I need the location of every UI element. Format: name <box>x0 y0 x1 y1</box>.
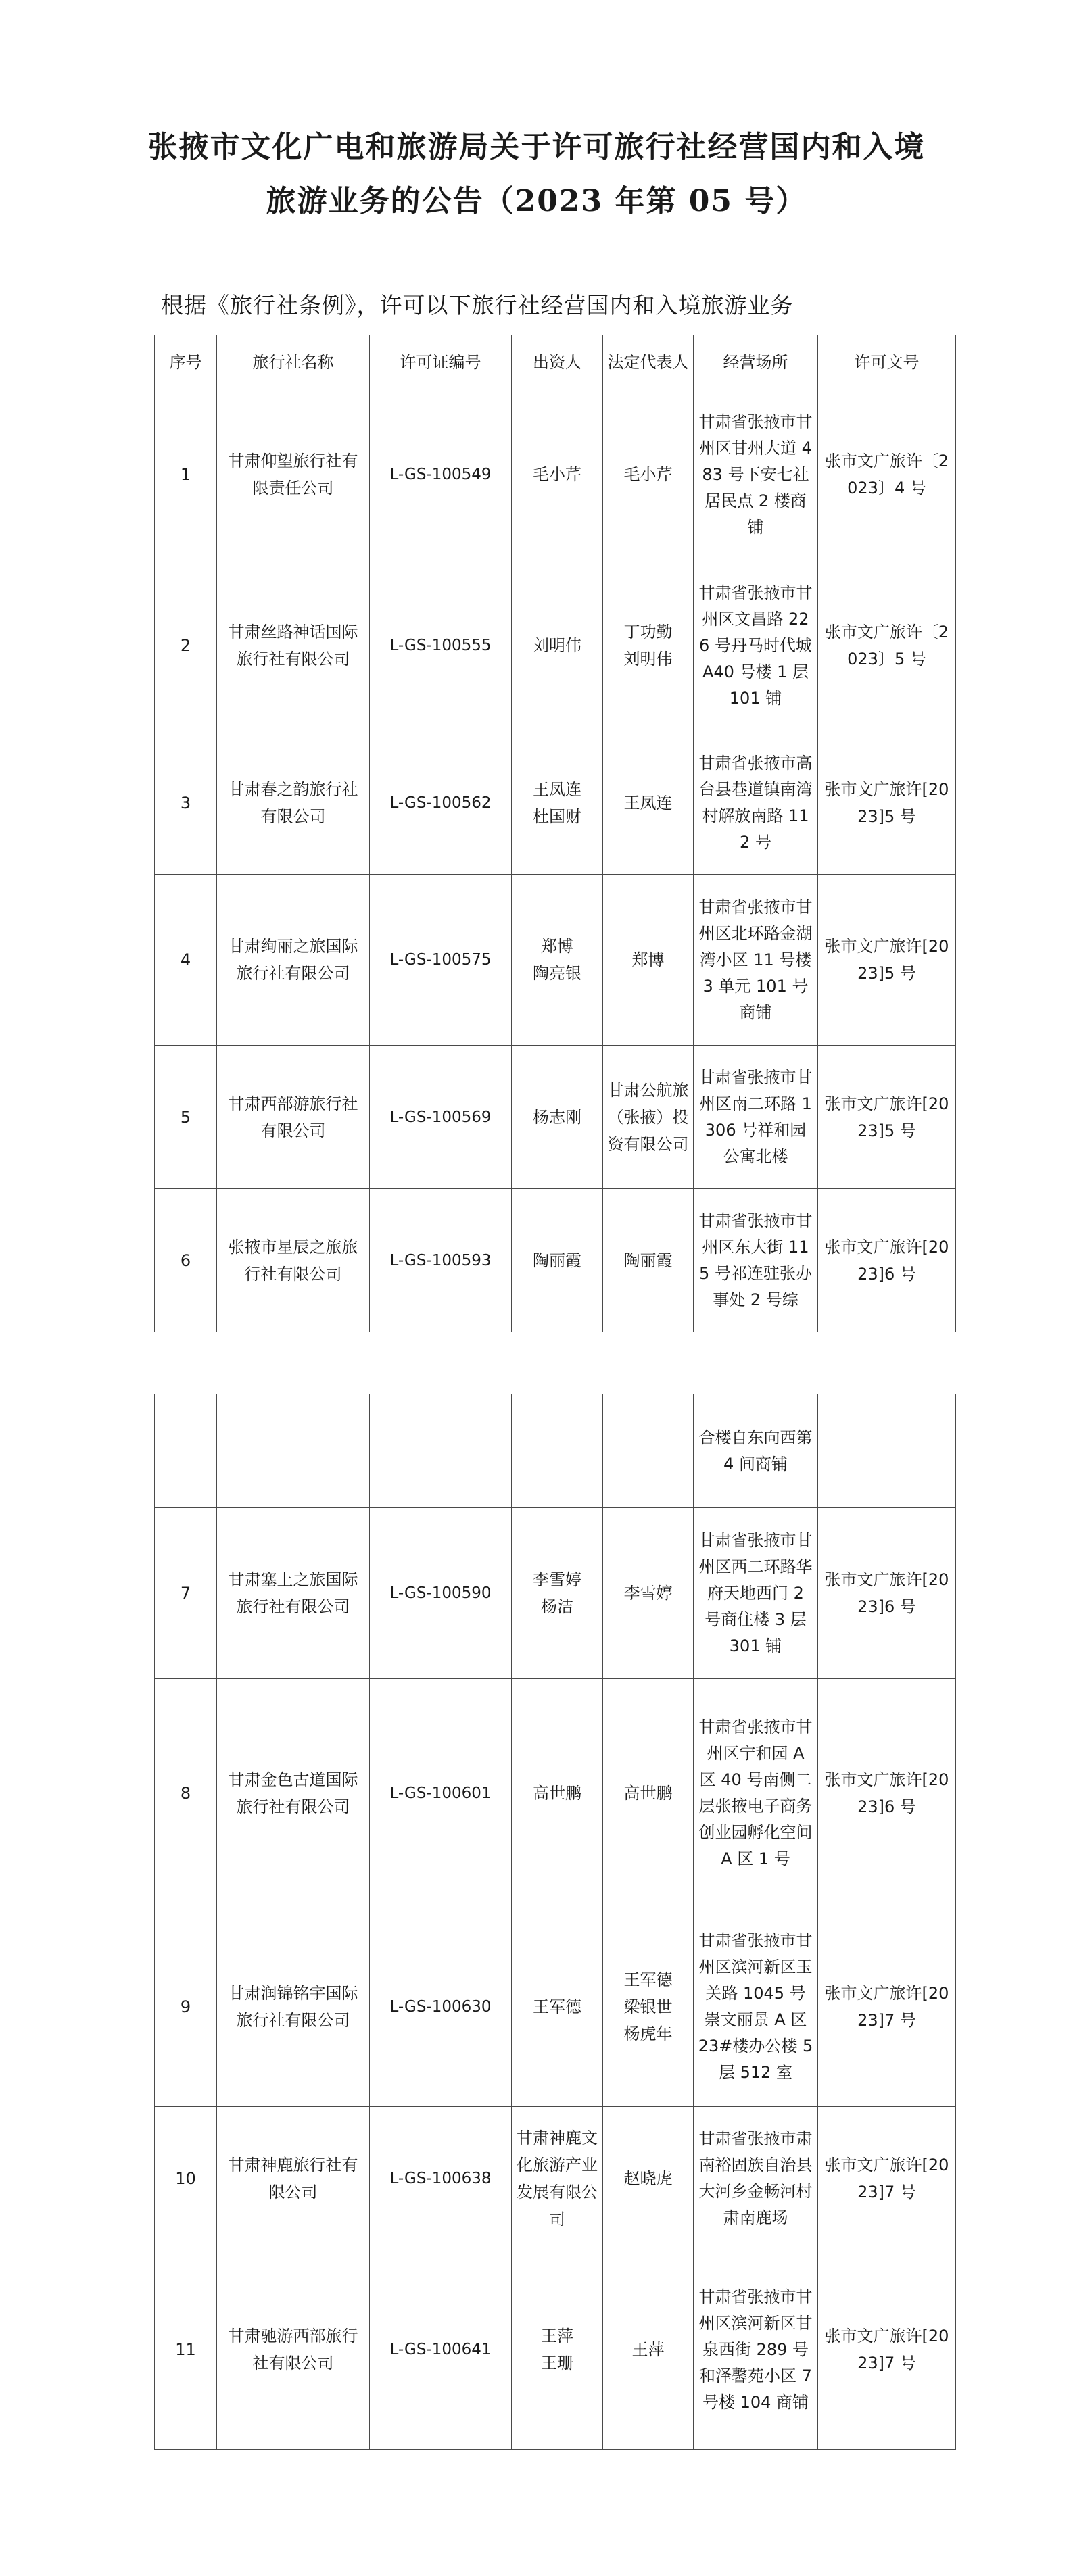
cell-investor: 王军德 <box>512 1907 603 2107</box>
cell-permit-doc: 张市文广旅许〔2023〕4 号 <box>818 389 956 560</box>
cell-address: 甘肃省张掖市甘州区文昌路 226 号丹马时代城 A40 号楼 1 层 101 铺 <box>694 560 818 731</box>
cell-address: 甘肃省张掖市甘州区北环路金湖湾小区 11 号楼 3 单元 101 号商铺 <box>694 875 818 1046</box>
cell-license: L-GS-100601 <box>370 1679 512 1907</box>
cell-name: 甘肃春之韵旅行社有限公司 <box>217 731 370 875</box>
cell-legal-rep: 毛小芹 <box>603 389 694 560</box>
table-row <box>155 875 956 1046</box>
cell-no: 8 <box>155 1679 217 1907</box>
cell-no: 11 <box>155 2250 217 2450</box>
cell-license: L-GS-100593 <box>370 1189 512 1332</box>
table-row <box>155 2250 956 2450</box>
cell-empty <box>603 1394 694 1508</box>
table-row <box>155 1679 956 1907</box>
cell-name: 甘肃塞上之旅国际旅行社有限公司 <box>217 1508 370 1679</box>
cell-name: 甘肃润锦铭宇国际旅行社有限公司 <box>217 1907 370 2107</box>
cell-permit-doc: 张市文广旅许[2023]7 号 <box>818 2250 956 2450</box>
cell-investor: 郑博 陶亮银 <box>512 875 603 1046</box>
cell-legal-rep: 王军德 梁银世 杨虎年 <box>603 1907 694 2107</box>
table-row <box>155 1046 956 1189</box>
cell-legal-rep: 丁功勤 刘明伟 <box>603 560 694 731</box>
cell-legal-rep: 赵晓虎 <box>603 2107 694 2250</box>
cell-name: 甘肃西部游旅行社有限公司 <box>217 1046 370 1189</box>
cell-license: L-GS-100549 <box>370 389 512 560</box>
cell-license: L-GS-100562 <box>370 731 512 875</box>
cell-address: 甘肃省张掖市甘州区甘州大道 483 号下安七社居民点 2 楼商铺 <box>694 389 818 560</box>
table-row-continuation <box>155 1394 956 1508</box>
cell-no: 5 <box>155 1046 217 1189</box>
cell-license: L-GS-100555 <box>370 560 512 731</box>
cell-no: 1 <box>155 389 217 560</box>
header-address: 经营场所 <box>694 335 818 389</box>
table-row <box>155 2107 956 2250</box>
cell-name: 甘肃神鹿旅行社有限公司 <box>217 2107 370 2250</box>
cell-legal-rep: 王萍 <box>603 2250 694 2450</box>
header-no: 序号 <box>155 335 217 389</box>
cell-name: 甘肃金色古道国际旅行社有限公司 <box>217 1679 370 1907</box>
cell-investor: 陶丽霞 <box>512 1189 603 1332</box>
cell-permit-doc: 张市文广旅许[2023]7 号 <box>818 2107 956 2250</box>
cell-investor: 刘明伟 <box>512 560 603 731</box>
cell-no: 3 <box>155 731 217 875</box>
cell-permit-doc: 张市文广旅许[2023]5 号 <box>818 731 956 875</box>
cell-investor: 杨志刚 <box>512 1046 603 1189</box>
cell-no: 2 <box>155 560 217 731</box>
header-investor: 出资人 <box>512 335 603 389</box>
header-permit-doc: 许可文号 <box>818 335 956 389</box>
cell-empty <box>818 1394 956 1508</box>
cell-address: 甘肃省张掖市高台县巷道镇南湾村解放南路 112 号 <box>694 731 818 875</box>
cell-license: L-GS-100569 <box>370 1046 512 1189</box>
cell-investor: 甘肃神鹿文化旅游产业发展有限公司 <box>512 2107 603 2250</box>
cell-address: 合楼自东向西第 4 间商铺 <box>694 1394 818 1508</box>
cell-investor: 高世鹏 <box>512 1679 603 1907</box>
cell-permit-doc: 张市文广旅许[2023]5 号 <box>818 1046 956 1189</box>
cell-empty <box>217 1394 370 1508</box>
cell-legal-rep: 郑博 <box>603 875 694 1046</box>
cell-no: 4 <box>155 875 217 1046</box>
cell-license: L-GS-100630 <box>370 1907 512 2107</box>
cell-address: 甘肃省张掖市甘州区宁和园 A 区 40 号南侧二层张掖电子商务创业园孵化空间 A 区 1 号 <box>694 1679 818 1907</box>
cell-address: 甘肃省张掖市甘州区滨河新区玉关路 1045 号崇文丽景 A 区 23#楼办公楼 5 层 512 室 <box>694 1907 818 2107</box>
cell-name: 甘肃仰望旅行社有限责任公司 <box>217 389 370 560</box>
cell-license: L-GS-100590 <box>370 1508 512 1679</box>
cell-permit-doc: 张市文广旅许[2023]6 号 <box>818 1189 956 1332</box>
cell-address: 甘肃省张掖市甘州区西二环路华府天地西门 2 号商住楼 3 层 301 铺 <box>694 1508 818 1679</box>
cell-name: 甘肃绚丽之旅国际旅行社有限公司 <box>217 875 370 1046</box>
cell-name: 甘肃驰游西部旅行社有限公司 <box>217 2250 370 2450</box>
cell-permit-doc: 张市文广旅许[2023]6 号 <box>818 1508 956 1679</box>
cell-legal-rep: 陶丽霞 <box>603 1189 694 1332</box>
cell-address: 甘肃省张掖市肃南裕固族自治县大河乡金畅河村肃南鹿场 <box>694 2107 818 2250</box>
cell-empty <box>512 1394 603 1508</box>
cell-permit-doc: 张市文广旅许[2023]5 号 <box>818 875 956 1046</box>
cell-address: 甘肃省张掖市甘州区南二环路 1306 号祥和园公寓北楼 <box>694 1046 818 1189</box>
header-name: 旅行社名称 <box>217 335 370 389</box>
cell-legal-rep: 王凤连 <box>603 731 694 875</box>
cell-no: 10 <box>155 2107 217 2250</box>
cell-license: L-GS-100638 <box>370 2107 512 2250</box>
cell-name: 甘肃丝路神话国际旅行社有限公司 <box>217 560 370 731</box>
cell-empty <box>155 1394 217 1508</box>
table-header-row <box>155 335 956 389</box>
cell-license: L-GS-100641 <box>370 2250 512 2450</box>
table-row <box>155 1907 956 2107</box>
cell-name: 张掖市星辰之旅旅行社有限公司 <box>217 1189 370 1332</box>
cell-address: 甘肃省张掖市甘州区东大街 115 号祁连驻张办事处 2 号综 <box>694 1189 818 1332</box>
intro-text: 根据《旅行社条例》，许可以下旅行社经营国内和入境旅游业务 <box>161 292 794 318</box>
table-row <box>155 1189 956 1332</box>
cell-license: L-GS-100575 <box>370 875 512 1046</box>
table-row <box>155 389 956 560</box>
cell-permit-doc: 张市文广旅许〔2023〕5 号 <box>818 560 956 731</box>
table-row <box>155 1508 956 1679</box>
cell-empty <box>370 1394 512 1508</box>
cell-permit-doc: 张市文广旅许[2023]7 号 <box>818 1907 956 2107</box>
cell-no: 9 <box>155 1907 217 2107</box>
license-table-page2 <box>154 1394 956 2450</box>
cell-investor: 王萍 王珊 <box>512 2250 603 2450</box>
cell-no: 7 <box>155 1508 217 1679</box>
table-row <box>155 560 956 731</box>
header-license: 许可证编号 <box>370 335 512 389</box>
cell-legal-rep: 高世鹏 <box>603 1679 694 1907</box>
cell-permit-doc: 张市文广旅许[2023]6 号 <box>818 1679 956 1907</box>
cell-legal-rep: 甘肃公航旅（张掖）投资有限公司 <box>603 1046 694 1189</box>
cell-address: 甘肃省张掖市甘州区滨河新区甘泉西街 289 号和泽馨苑小区 7 号楼 104 商铺 <box>694 2250 818 2450</box>
cell-no: 6 <box>155 1189 217 1332</box>
cell-investor: 毛小芹 <box>512 389 603 560</box>
cell-investor: 李雪婷 杨洁 <box>512 1508 603 1679</box>
cell-investor: 王凤连 杜国财 <box>512 731 603 875</box>
table-row <box>155 731 956 875</box>
document-title-line1: 张掖市文化广电和旅游局关于许可旅行社经营国内和入境 <box>147 130 926 164</box>
cell-legal-rep: 李雪婷 <box>603 1508 694 1679</box>
license-table-page1 <box>154 335 956 1332</box>
document-title-line2: 旅游业务的公告（2023 年第 05 号） <box>266 184 807 218</box>
header-legal-rep: 法定代表人 <box>603 335 694 389</box>
